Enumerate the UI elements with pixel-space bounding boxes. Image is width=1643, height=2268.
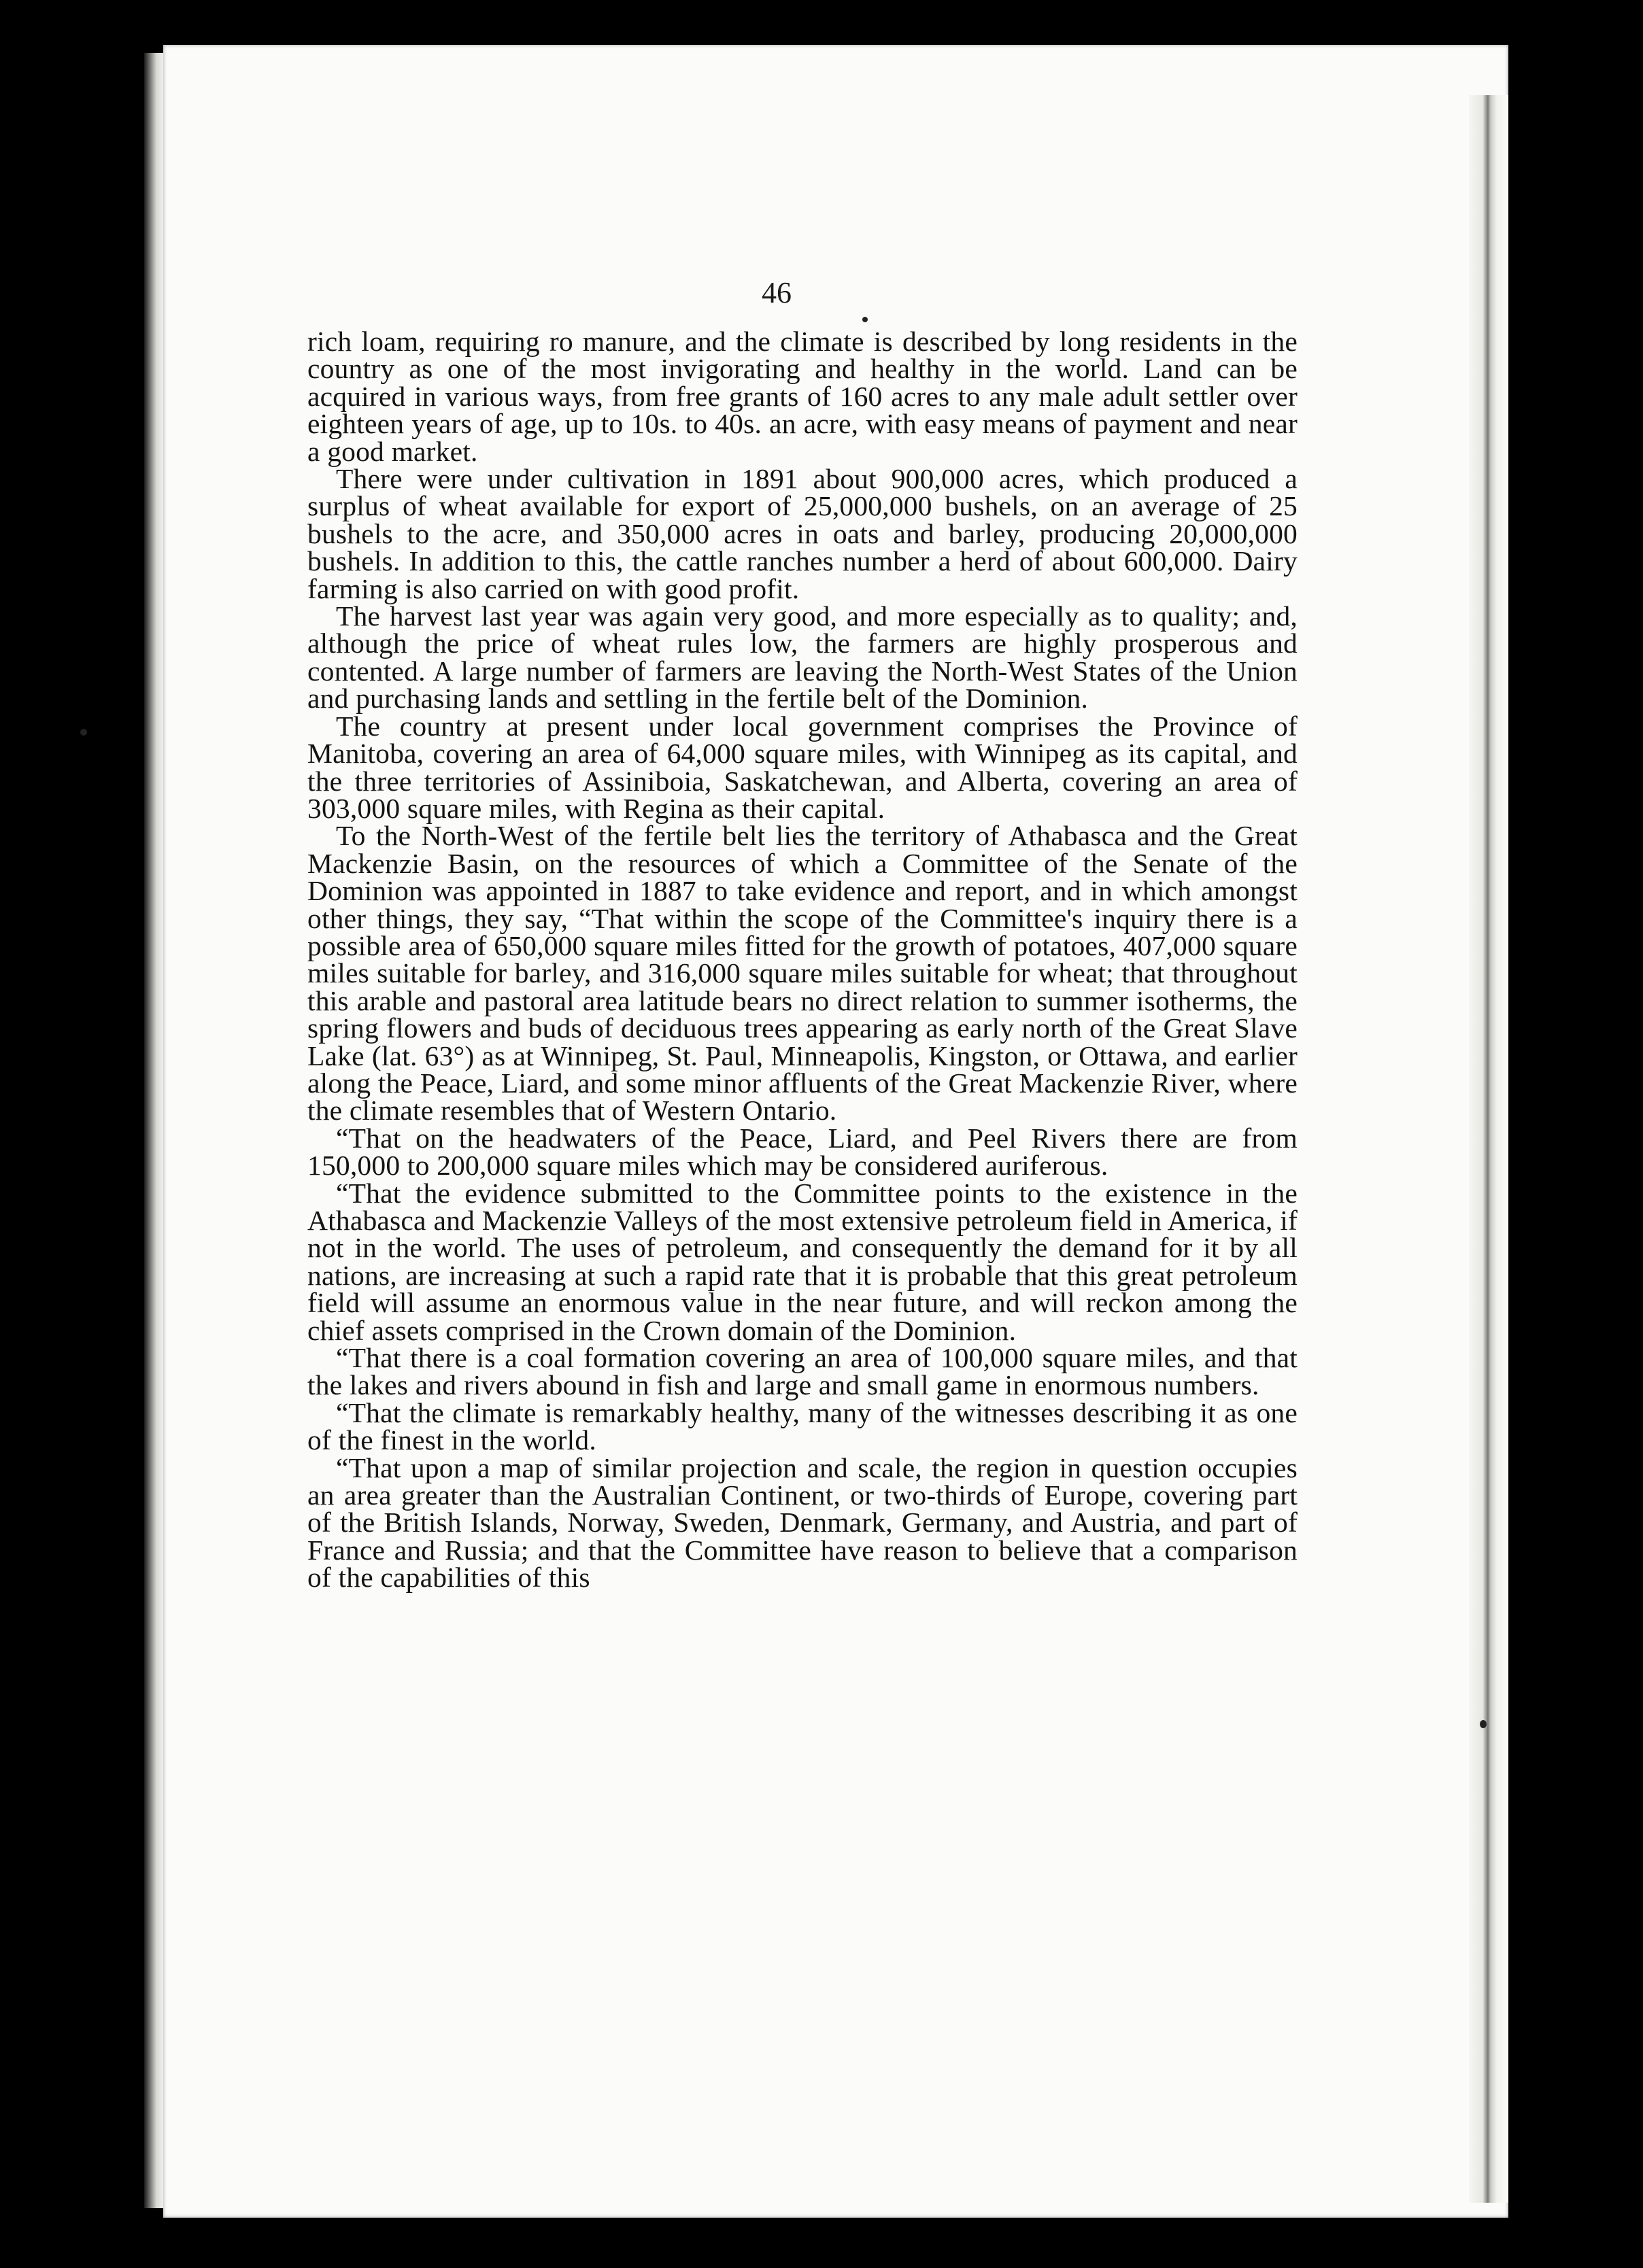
paragraph-3: The harvest last year was again very good, and more especially as to quality; and, although the price of wheat rules low, the farmers are highly prosperous and contented. A large number of farmers are leaving the North-West States of the Union and purchasing lands and settling in the fertile belt of the Dominion. <box>307 600 1298 715</box>
scan-speck <box>1480 1720 1487 1728</box>
paragraph-10: “That upon a map of similar projection and scale, the region in question occupies an area greater than the Australian Continent, or two-thirds of Europe, covering part of the British Islands, Norway, Sweden, Denmark, Germany, and Austria, and part of France and Russia; and that the Committee have reason to believe that a comparison of the capabilities of this <box>307 1451 1298 1594</box>
paragraph-6: “That on the headwaters of the Peace, Liard, and Peel Rivers there are from 150,000 to 200,000 square miles which may be considered auriferous. <box>307 1122 1298 1182</box>
body-text <box>307 328 1298 1592</box>
paragraph-5: To the North-West of the fertile belt lies the territory of Athabasca and the Great Mackenzie Basin, on the resources of which a Committee of the Senate of the Dominion was appointed in 1887 to take evidence and report, and in which amongst other things, they say, “That within the scope of the Committee's inquiry there is a possible area of 650,000 square miles fitted for the growth of potatoes, 407,000 square miles suitable for barley, and 316,000 square miles suitable for wheat; that throughout this arable and pastoral area latitude bears no direct relation to summer isotherms, the spring flowers and buds of deciduous trees appearing as early north of the Great Slave Lake (lat. 63°) as at Winnipeg, St. Paul, Minneapolis, Kingston, or Ottawa, and earlier along the Peace, Liard, and some minor affluents of the Great Mackenzie River, where the climate resembles that of Western Ontario. <box>307 820 1298 1127</box>
page-binding-shadow <box>1469 95 1508 2203</box>
scan-speck <box>862 317 868 322</box>
paragraph-1: rich loam, requiring ro manure, and the climate is described by long residents in the country as one of the most invigorating and healthy in the world. Land can be acquired in various ways, from free grants of 160 acres to any male adult settler over eighteen years of age, up to 10s. to 40s. an acre, with easy means of payment and near a good market. <box>307 326 1298 467</box>
paragraph-8: “That there is a coal formation covering an area of 100,000 square miles, and that the lakes and rivers abound in fish and large and small game in enormous numbers. <box>307 1342 1298 1401</box>
page-number: 46 <box>762 276 792 309</box>
page-left-edge <box>144 53 165 2208</box>
paragraph-7: “That the evidence submitted to the Committee points to the existence in the Athabasca and Mackenzie Valleys of the most extensive petroleum field in America, if not in the world. The uses of petroleum, and consequently the demand for it by all nations, are increasing at such a rapid rate that it is probable that this great petroleum field will assume an enormous value in the near future, and will reckon among the chief assets comprised in the Crown domain of the Dominion. <box>307 1177 1298 1346</box>
paragraph-2: There were under cultivation in 1891 about 900,000 acres, which produced a surplus of wheat available for export of 25,000,000 bushels, on an average of 25 bushels to the acre, and 350,000 acres in oats and barley, producing 20,000,000 bushels. In addition to this, the cattle ranches number a herd of about 600,000. Dairy farming is also carried on with good profit. <box>307 463 1298 604</box>
scan-speck <box>80 729 87 736</box>
paragraph-9: “That the climate is remarkably healthy, many of the witnesses describing it as one of the finest in the world. <box>307 1396 1298 1456</box>
paragraph-4: The country at present under local government comprises the Province of Manitoba, covering an area of 64,000 square miles, with Winnipeg as its capital, and the three territories of Assiniboia, Saskatchewan, and Alberta, covering an area of 303,000 square miles, with Regina as their capital. <box>307 710 1298 824</box>
